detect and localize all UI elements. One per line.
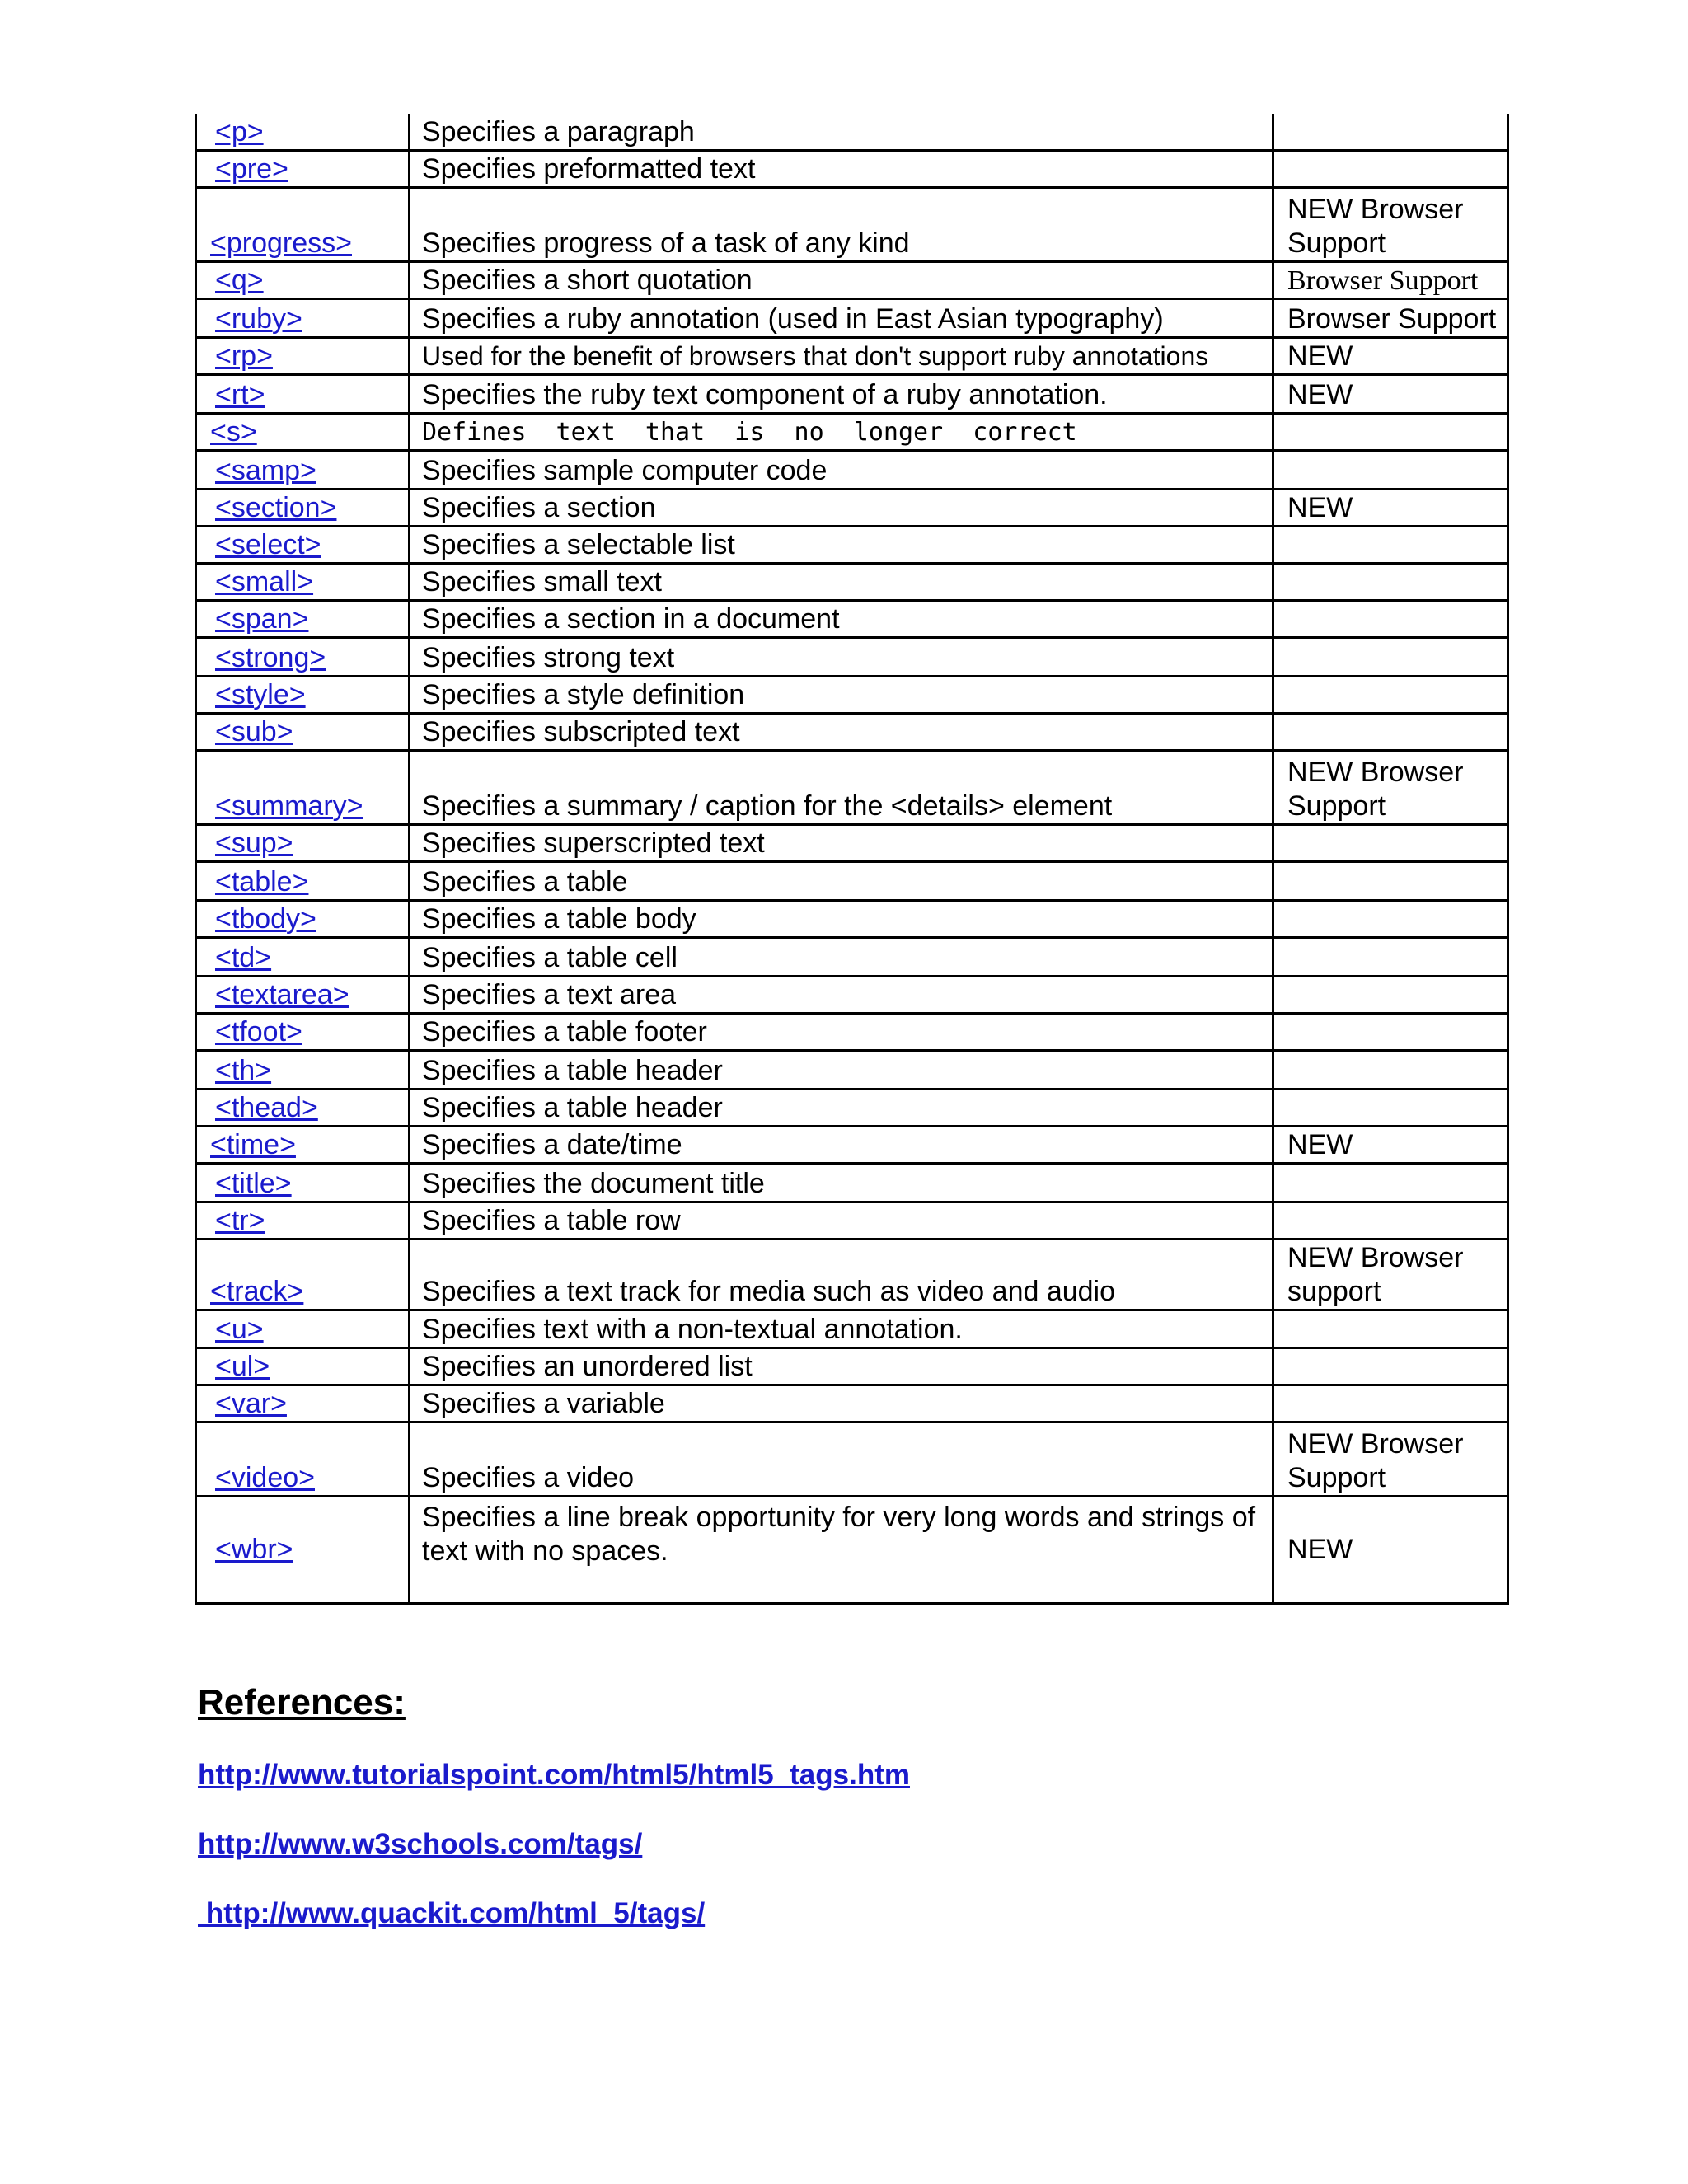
tag-cell: [196, 1163, 410, 1202]
tag-link[interactable]: <s>: [210, 415, 257, 448]
status-cell: [1273, 900, 1508, 937]
tag-link[interactable]: <wbr>: [215, 1533, 293, 1565]
description-cell: Specifies a table header: [410, 1089, 1273, 1126]
table-row: [196, 526, 1508, 563]
tag-link[interactable]: <track>: [210, 1275, 304, 1307]
tag-link[interactable]: <span>: [215, 602, 309, 635]
tag-cell: [196, 337, 410, 374]
description-cell: Specifies a summary / caption for the <details> element: [410, 750, 1273, 824]
table-row: [196, 1239, 1508, 1310]
tag-link[interactable]: <table>: [215, 865, 309, 898]
status-cell: [1273, 450, 1508, 489]
description-cell: Specifies subscripted text: [410, 713, 1273, 750]
tag-link[interactable]: <summary>: [215, 790, 363, 822]
table-row: [196, 298, 1508, 337]
tag-cell: [196, 976, 410, 1013]
table-row: [196, 1385, 1508, 1422]
description-cell: Specifies a ruby annotation (used in East Asian typography): [410, 298, 1273, 337]
tag-cell: [196, 1050, 410, 1089]
description-cell: Specifies a table: [410, 861, 1273, 900]
tag-link[interactable]: <tfoot>: [215, 1015, 302, 1047]
status-cell: [1273, 676, 1508, 713]
tag-cell: [196, 374, 410, 413]
table-row: [196, 824, 1508, 861]
table-row: [196, 937, 1508, 976]
table-row: [196, 861, 1508, 900]
status-cell: NEW Browser Support: [1273, 187, 1508, 261]
table-row: [196, 413, 1508, 450]
table-row: [196, 450, 1508, 489]
status-cell: [1273, 600, 1508, 637]
table-row: [196, 676, 1508, 713]
description-cell: Specifies a variable: [410, 1385, 1273, 1422]
description-cell: Specifies a selectable list: [410, 526, 1273, 563]
table-row: [196, 261, 1508, 298]
status-cell: [1273, 1163, 1508, 1202]
description-cell: Specifies a text area: [410, 976, 1273, 1013]
tag-link[interactable]: <rp>: [215, 340, 273, 372]
description-cell: Specifies preformatted text: [410, 150, 1273, 187]
status-cell: Browser Support: [1273, 298, 1508, 337]
tag-link[interactable]: <p>: [215, 115, 264, 148]
table-row: [196, 337, 1508, 374]
table-row: [196, 1050, 1508, 1089]
tag-cell: [196, 1347, 410, 1385]
status-cell: [1273, 937, 1508, 976]
tag-cell: [196, 150, 410, 187]
description-cell: Specifies superscripted text: [410, 824, 1273, 861]
table-row: [196, 637, 1508, 676]
table-row: [196, 713, 1508, 750]
html-tags-table: [195, 114, 1509, 1605]
tag-link[interactable]: <u>: [215, 1313, 264, 1345]
tag-cell: [196, 713, 410, 750]
status-cell: [1273, 1310, 1508, 1347]
table-row: [196, 1347, 1508, 1385]
tag-cell: [196, 750, 410, 824]
status-cell: [1273, 114, 1508, 150]
tag-cell: [196, 1089, 410, 1126]
description-cell: Specifies a table body: [410, 900, 1273, 937]
description-cell: Specifies a table row: [410, 1202, 1273, 1239]
status-cell: [1273, 1347, 1508, 1385]
table-row: [196, 374, 1508, 413]
table-row: [196, 600, 1508, 637]
tag-link[interactable]: <thead>: [215, 1091, 318, 1123]
table-row: [196, 1013, 1508, 1050]
tag-link[interactable]: <small>: [215, 565, 314, 598]
status-cell: [1273, 563, 1508, 600]
tag-cell: [196, 676, 410, 713]
tag-cell: [196, 298, 410, 337]
table-row: [196, 976, 1508, 1013]
description-cell: Specifies a date/time: [410, 1126, 1273, 1163]
tag-link[interactable]: <pre>: [215, 152, 288, 185]
tag-cell: [196, 489, 410, 526]
status-cell: NEW: [1273, 1126, 1508, 1163]
tag-cell: [196, 450, 410, 489]
tag-cell: [196, 900, 410, 937]
tag-link[interactable]: <select>: [215, 528, 321, 560]
tag-cell: [196, 600, 410, 637]
tag-link[interactable]: <strong>: [215, 641, 326, 673]
status-cell: NEW Browser support: [1273, 1239, 1508, 1310]
description-cell: Used for the benefit of browsers that don't support ruby annotations: [410, 337, 1273, 374]
status-cell: NEW: [1273, 374, 1508, 413]
status-cell: NEW: [1273, 337, 1508, 374]
tag-cell: [196, 1202, 410, 1239]
tag-cell: [196, 563, 410, 600]
tag-cell: [196, 937, 410, 976]
table-row: [196, 563, 1508, 600]
tag-link[interactable]: <td>: [215, 941, 272, 973]
description-cell: Specifies a paragraph: [410, 114, 1273, 150]
tag-cell: [196, 413, 410, 450]
tag-cell: [196, 526, 410, 563]
tag-link[interactable]: <ul>: [215, 1350, 270, 1382]
description-cell: Defines text that is no longer correct: [410, 413, 1273, 450]
description-cell: Specifies an unordered list: [410, 1347, 1273, 1385]
status-cell: NEW Browser Support: [1273, 1422, 1508, 1496]
status-cell: [1273, 1385, 1508, 1422]
status-cell: [1273, 713, 1508, 750]
description-cell: Specifies sample computer code: [410, 450, 1273, 489]
status-cell: [1273, 976, 1508, 1013]
tag-link[interactable]: <time>: [210, 1128, 296, 1160]
status-cell: [1273, 861, 1508, 900]
description-cell: Specifies a table footer: [410, 1013, 1273, 1050]
tag-cell: [196, 1310, 410, 1347]
description-cell: Specifies a style definition: [410, 676, 1273, 713]
tag-cell: [196, 1422, 410, 1496]
tag-link[interactable]: <progress>: [210, 227, 352, 259]
description-cell: Specifies small text: [410, 563, 1273, 600]
status-cell: [1273, 824, 1508, 861]
status-cell: NEW: [1273, 489, 1508, 526]
tag-link[interactable]: <tr>: [215, 1204, 265, 1236]
table-row: [196, 1496, 1508, 1603]
status-cell: NEW: [1273, 1496, 1508, 1603]
tag-link[interactable]: <tbody>: [215, 902, 316, 935]
status-cell: NEW Browser Support: [1273, 750, 1508, 824]
description-cell: Specifies a table cell: [410, 937, 1273, 976]
tag-link[interactable]: <title>: [215, 1167, 292, 1199]
table-row: [196, 150, 1508, 187]
table-row: [196, 1126, 1508, 1163]
description-cell: Specifies the document title: [410, 1163, 1273, 1202]
reference-link-tutorialspoint[interactable]: http://www.tutorialspoint.com/html5/html5_tags.htm: [198, 1759, 910, 1791]
description-cell: Specifies a section in a document: [410, 600, 1273, 637]
tag-cell: [196, 1013, 410, 1050]
tag-cell: [196, 1385, 410, 1422]
tag-link[interactable]: <style>: [215, 678, 306, 710]
table-row: [196, 1310, 1508, 1347]
table-row: [196, 1202, 1508, 1239]
tag-link[interactable]: <var>: [215, 1387, 287, 1419]
status-cell: [1273, 637, 1508, 676]
tag-link[interactable]: <section>: [215, 491, 337, 523]
table-row: [196, 1422, 1508, 1496]
tag-link[interactable]: <textarea>: [215, 978, 349, 1010]
status-cell: [1273, 1202, 1508, 1239]
tag-cell: [196, 1496, 410, 1603]
tag-link[interactable]: <video>: [215, 1461, 315, 1493]
tag-link[interactable]: <sub>: [215, 715, 293, 748]
description-cell: Specifies a table header: [410, 1050, 1273, 1089]
tag-cell: [196, 1126, 410, 1163]
table-row: [196, 900, 1508, 937]
status-cell: [1273, 413, 1508, 450]
tag-cell: [196, 114, 410, 150]
status-cell: Browser Support: [1273, 261, 1508, 298]
references-heading: References:: [198, 1682, 406, 1722]
status-cell: [1273, 526, 1508, 563]
status-cell: [1273, 1013, 1508, 1050]
tag-link[interactable]: <samp>: [215, 454, 316, 486]
reference-link-quackit[interactable]: http://www.quackit.com/html_5/tags/: [198, 1897, 706, 1929]
description-cell: Specifies a line break opportunity for very long words and strings of text with no spaces.: [410, 1496, 1273, 1603]
table-row: [196, 489, 1508, 526]
tag-cell: [196, 187, 410, 261]
status-cell: [1273, 150, 1508, 187]
tag-link[interactable]: <q>: [215, 264, 264, 296]
status-cell: [1273, 1050, 1508, 1089]
tag-link[interactable]: <th>: [215, 1054, 272, 1086]
table-row: [196, 1163, 1508, 1202]
table-row: [196, 114, 1508, 150]
description-cell: Specifies a short quotation: [410, 261, 1273, 298]
description-cell: Specifies the ruby text component of a ruby annotation.: [410, 374, 1273, 413]
description-cell: Specifies a text track for media such as video and audio: [410, 1239, 1273, 1310]
tag-cell: [196, 637, 410, 676]
description-cell: Specifies progress of a task of any kind: [410, 187, 1273, 261]
tag-link[interactable]: <sup>: [215, 827, 293, 859]
tag-cell: [196, 861, 410, 900]
tag-cell: [196, 261, 410, 298]
table-row: [196, 1089, 1508, 1126]
table-row: [196, 750, 1508, 824]
table-row: [196, 187, 1508, 261]
description-cell: Specifies a section: [410, 489, 1273, 526]
tag-link[interactable]: <rt>: [215, 378, 265, 410]
status-cell: [1273, 1089, 1508, 1126]
tag-cell: [196, 824, 410, 861]
description-cell: Specifies a video: [410, 1422, 1273, 1496]
reference-link-w3schools[interactable]: http://www.w3schools.com/tags/: [198, 1828, 643, 1860]
description-cell: Specifies strong text: [410, 637, 1273, 676]
tag-cell: [196, 1239, 410, 1310]
description-cell: Specifies text with a non-textual annotation.: [410, 1310, 1273, 1347]
tag-link[interactable]: <ruby>: [215, 302, 302, 335]
